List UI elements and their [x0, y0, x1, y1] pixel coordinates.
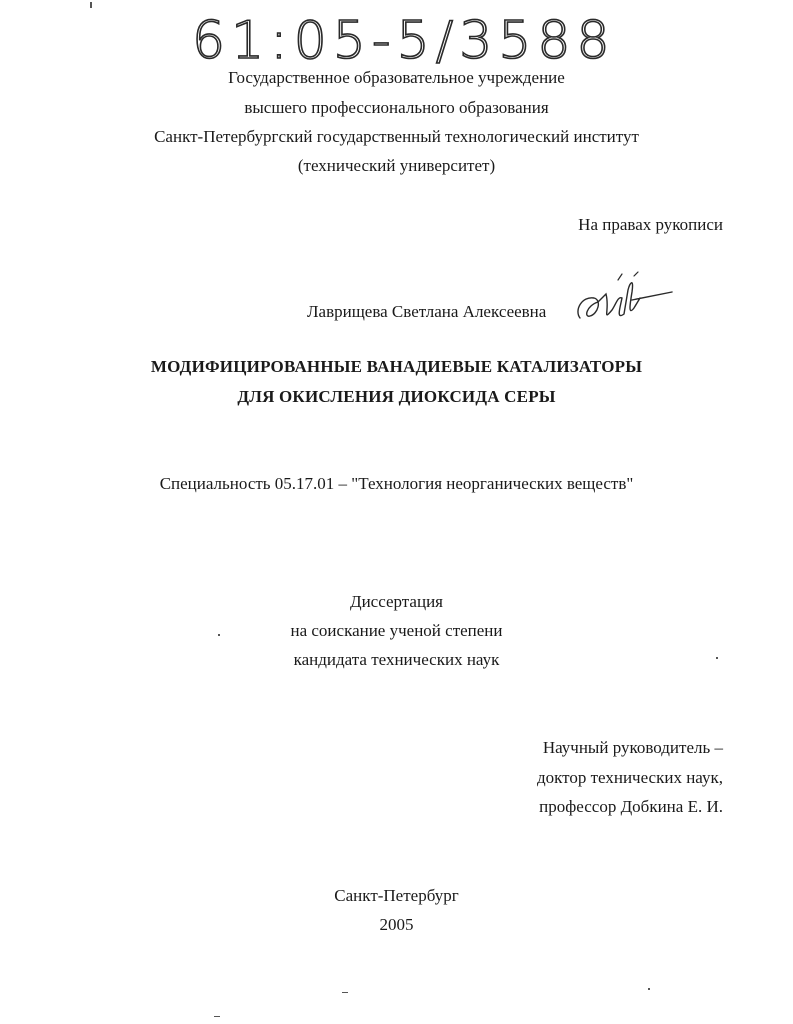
manuscript-rights: На правах рукописи	[578, 215, 723, 234]
author-name: Лаврищева Светлана Алексеевна	[307, 302, 547, 321]
handwritten-registration-code	[192, 8, 622, 70]
title-line-2: ДЛЯ ОКИСЛЕНИЯ ДИОКСИДА СЕРЫ	[237, 387, 556, 406]
scan-speck	[342, 992, 348, 993]
institution-line-2: высшего профессионального образования	[244, 98, 549, 117]
author-signature	[572, 270, 682, 332]
specialty: Специальность 05.17.01 – "Технология неорганических веществ"	[159, 474, 634, 493]
supervisor-line-3: профессор Добкина Е. И.	[539, 797, 723, 816]
year: 2005	[379, 915, 414, 934]
supervisor-line-2: доктор технических наук,	[536, 768, 723, 787]
supervisor-line-1: Научный руководитель –	[542, 738, 723, 757]
scan-speck	[716, 657, 718, 659]
institution-line-1: Государственное образовательное учреждение	[228, 68, 565, 87]
institution-line-3: Санкт-Петербургский государственный технологический институт	[154, 127, 639, 146]
dissertation-line-1: Диссертация	[349, 592, 443, 611]
city: Санкт-Петербург	[334, 886, 459, 905]
scan-speck	[648, 988, 650, 990]
handwritten-code-text: 61:05-5/3588	[192, 11, 616, 70]
dissertation-line-3: кандидата технических наук	[293, 650, 500, 669]
scan-speck	[90, 2, 92, 8]
institution-line-4: (технический университет)	[297, 156, 496, 175]
scan-speck	[214, 1016, 220, 1017]
title-line-1: МОДИФИЦИРОВАННЫЕ ВАНАДИЕВЫЕ КАТАЛИЗАТОРЫ	[150, 357, 643, 376]
scan-speck	[218, 634, 220, 636]
dissertation-line-2: на соискание ученой степени	[290, 621, 503, 640]
